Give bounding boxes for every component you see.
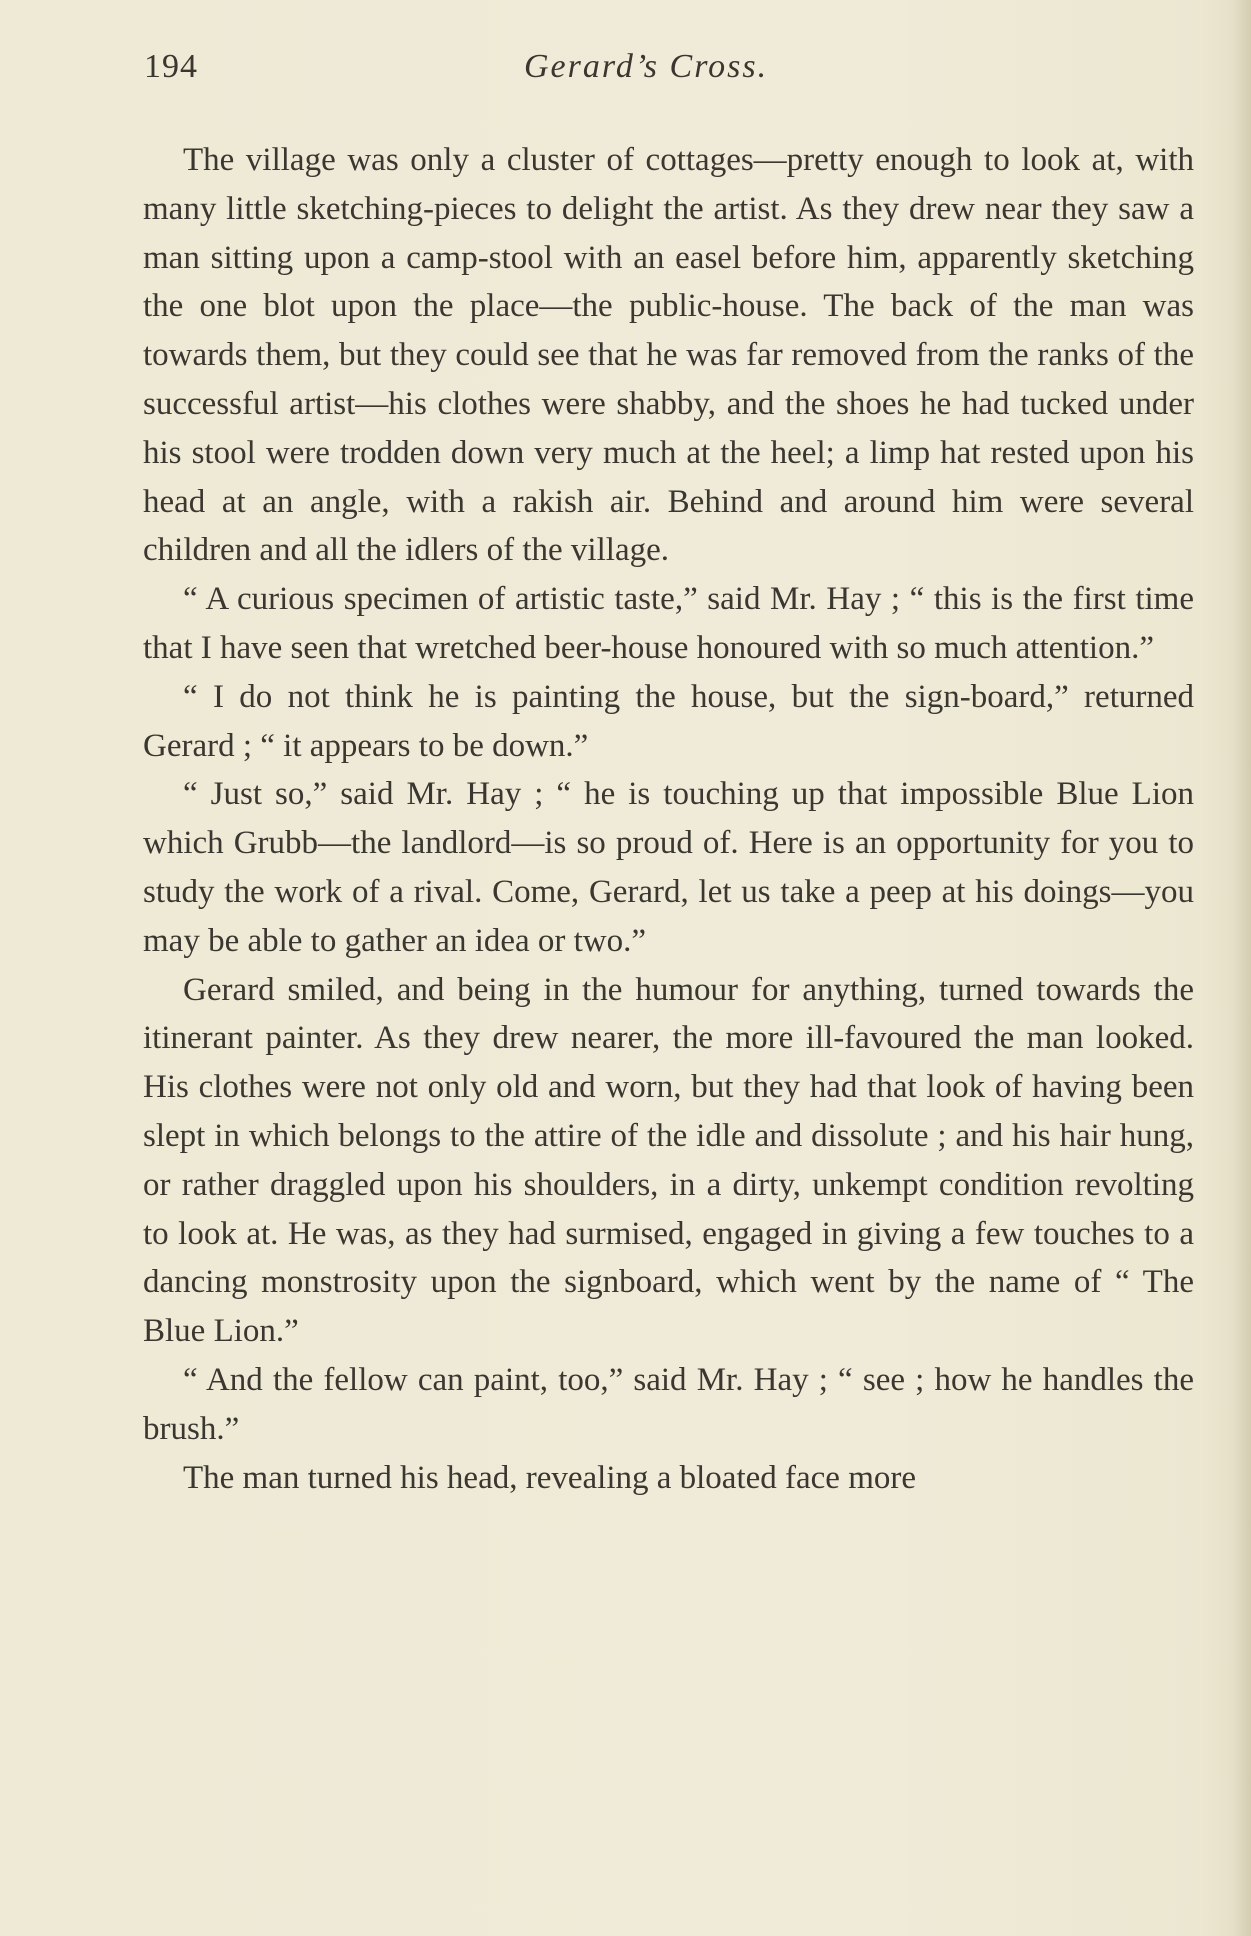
paragraph: “ And the fellow can paint, too,” said Mr. Hay ; “ see ; how he handles the brush.” — [143, 1361, 1194, 1447]
paragraph: “ Just so,” said Mr. Hay ; “ he is touching up that impossible Blue Lion which Grubb—the landlord—is so proud of. Here is an opportunity for you to study the work of a rival. Come, Gerard, let us take a peep at his doings—you may be able to gather an idea or two.” — [143, 776, 1194, 959]
page-number: 194 — [144, 48, 198, 85]
body-text — [143, 136, 1194, 1502]
paragraph: The man turned his head, revealing a bloated face more — [183, 1459, 917, 1496]
paragraph: “ I do not think he is painting the house, but the sign-board,” returned Gerard ; “ it appears to be down.” — [143, 678, 1194, 764]
page-header — [144, 48, 1116, 98]
paragraph: The village was only a cluster of cottages—pretty enough to look at, with many little sketching-pieces to delight the artist. As they drew near they saw a man sitting upon a camp-stool with an easel before him, apparently sketching the one blot upon the place—the public-house. The back of the man was towards them, but they could see that he was far removed from the ranks of the successful artist—his clothes were shabby, and the shoes he had tucked under his stool were trodden down very much at the heel; a limp hat rested upon his head at an angle, with a rakish air. Behind and around him were several children and all the idlers of the village. — [143, 142, 1194, 569]
paragraph: Gerard smiled, and being in the humour for anything, turned towards the itinerant painter. As they drew nearer, the more ill-favoured the man looked. His clothes were not only old and worn, but they had that look of having been slept in which belongs to the attire of the idle and dissolute ; and his hair hung, or rather draggled upon his shoulders, in a dirty, unkempt condition revolting to look at. He was, as they had surmised, engaged in giving a few touches to a dancing monstrosity upon the signboard, which went by the name of “ The Blue Lion.” — [143, 971, 1194, 1350]
paragraph: “ A curious specimen of artistic taste,” said Mr. Hay ; “ this is the first time that I have seen that wretched beer-house honoured with so much attention.” — [143, 581, 1194, 666]
running-title: Gerard’s Cross. — [524, 48, 769, 85]
page-edge-shadow — [1233, 0, 1251, 1936]
